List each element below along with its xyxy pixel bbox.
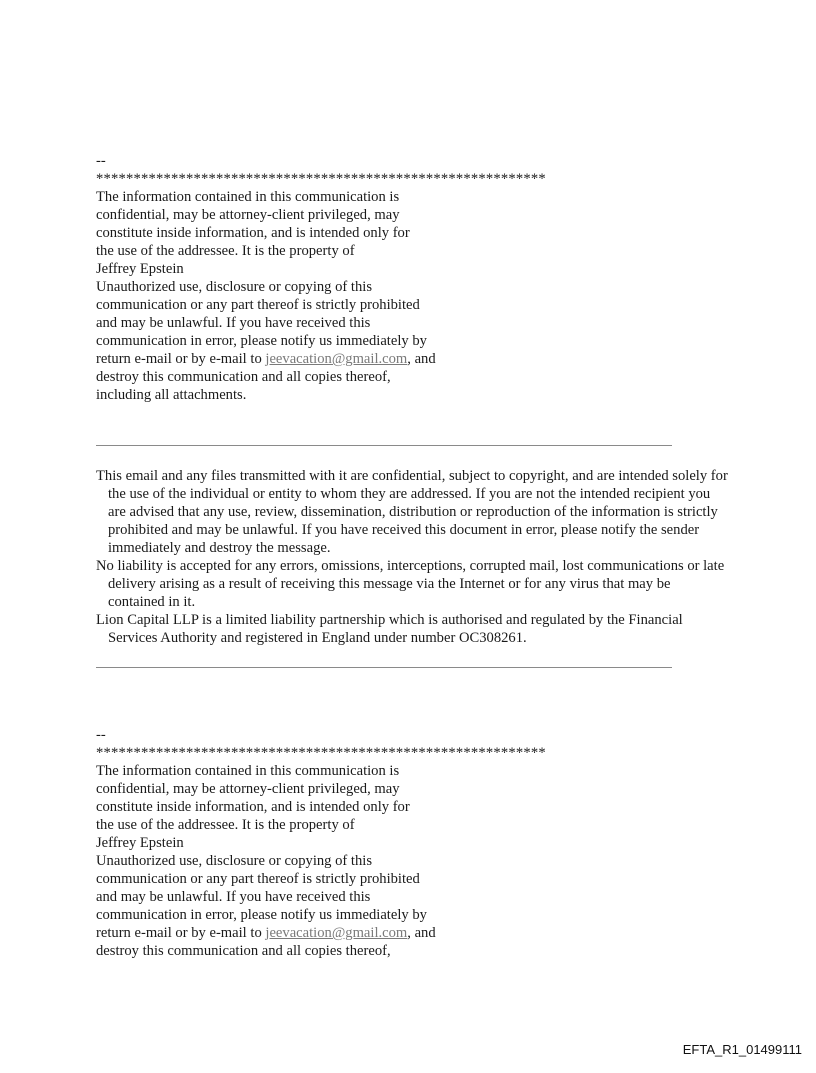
notice-line: The information contained in this communication is bbox=[96, 763, 400, 779]
notice-line: constitute inside information, and is intended only for bbox=[96, 799, 410, 815]
notice-line: and may be unlawful. If you have received this bbox=[96, 315, 371, 331]
signature-dashes: -- bbox=[96, 727, 106, 743]
notice-line: confidential, may be attorney-client privileged, may bbox=[96, 781, 400, 797]
asterisk-separator: ************************************************************ bbox=[96, 171, 546, 187]
email-prefix: return e-mail or by e-mail to bbox=[96, 925, 266, 941]
horizontal-divider bbox=[96, 445, 672, 446]
asterisk-separator: ************************************************************ bbox=[96, 745, 546, 761]
notice-line: including all attachments. bbox=[96, 387, 247, 403]
notice-line: Jeffrey Epstein bbox=[96, 261, 184, 277]
notice-line: destroy this communication and all copies thereof, bbox=[96, 369, 391, 385]
document-id: EFTA_R1_01499111 bbox=[682, 1042, 802, 1057]
notice-line: communication or any part thereof is strictly prohibited bbox=[96, 297, 420, 313]
email-suffix: , and bbox=[407, 925, 436, 941]
notice-line: Unauthorized use, disclosure or copying of this bbox=[96, 279, 373, 295]
disclaimer-paragraph: This email and any files transmitted with it are confidential, subject to copyright, and are intended solely for the use of the individual or entity to whom they are addressed. If you are not the intended recipient you are advised that any use, review, dissemination, distribution or reproduction of the information is strictly prohibited and may be unlawful. If you have received this document in error, please notify the sender immediately and destroy the message. bbox=[96, 468, 728, 556]
disclaimer-paragraph: No liability is accepted for any errors, omissions, interceptions, corrupted mail, lost communications or late delivery arising as a result of receiving this message via the Internet or for any virus that may be contained in it. bbox=[96, 558, 725, 610]
email-link[interactable]: jeevacation@gmail.com bbox=[265, 351, 408, 367]
notice-line: and may be unlawful. If you have received this bbox=[96, 889, 371, 905]
confidentiality-notice-2 bbox=[96, 726, 546, 960]
notice-line: the use of the addressee. It is the property of bbox=[96, 243, 355, 259]
confidentiality-notice-1 bbox=[96, 152, 546, 404]
notice-line: The information contained in this communication is bbox=[96, 189, 400, 205]
notice-line: constitute inside information, and is intended only for bbox=[96, 225, 410, 241]
signature-dashes: -- bbox=[96, 153, 106, 169]
notice-line: communication or any part thereof is strictly prohibited bbox=[96, 871, 420, 887]
notice-email-line bbox=[96, 350, 546, 368]
disclaimer-paragraph: Lion Capital LLP is a limited liability partnership which is authorised and regulated by the Financial Services Authority and registered in England under number OC308261. bbox=[96, 612, 683, 646]
notice-line: communication in error, please notify us immediately by bbox=[96, 333, 427, 349]
lion-capital-disclaimer bbox=[96, 467, 728, 647]
notice-email-line bbox=[96, 924, 546, 942]
notice-line: confidential, may be attorney-client privileged, may bbox=[96, 207, 400, 223]
email-suffix: , and bbox=[407, 351, 436, 367]
notice-line: communication in error, please notify us immediately by bbox=[96, 907, 427, 923]
email-link[interactable]: jeevacation@gmail.com bbox=[265, 925, 408, 941]
notice-line: destroy this communication and all copies thereof, bbox=[96, 943, 391, 959]
notice-line: the use of the addressee. It is the property of bbox=[96, 817, 355, 833]
horizontal-divider bbox=[96, 667, 672, 668]
notice-line: Jeffrey Epstein bbox=[96, 835, 184, 851]
email-prefix: return e-mail or by e-mail to bbox=[96, 351, 266, 367]
notice-line: Unauthorized use, disclosure or copying of this bbox=[96, 853, 373, 869]
